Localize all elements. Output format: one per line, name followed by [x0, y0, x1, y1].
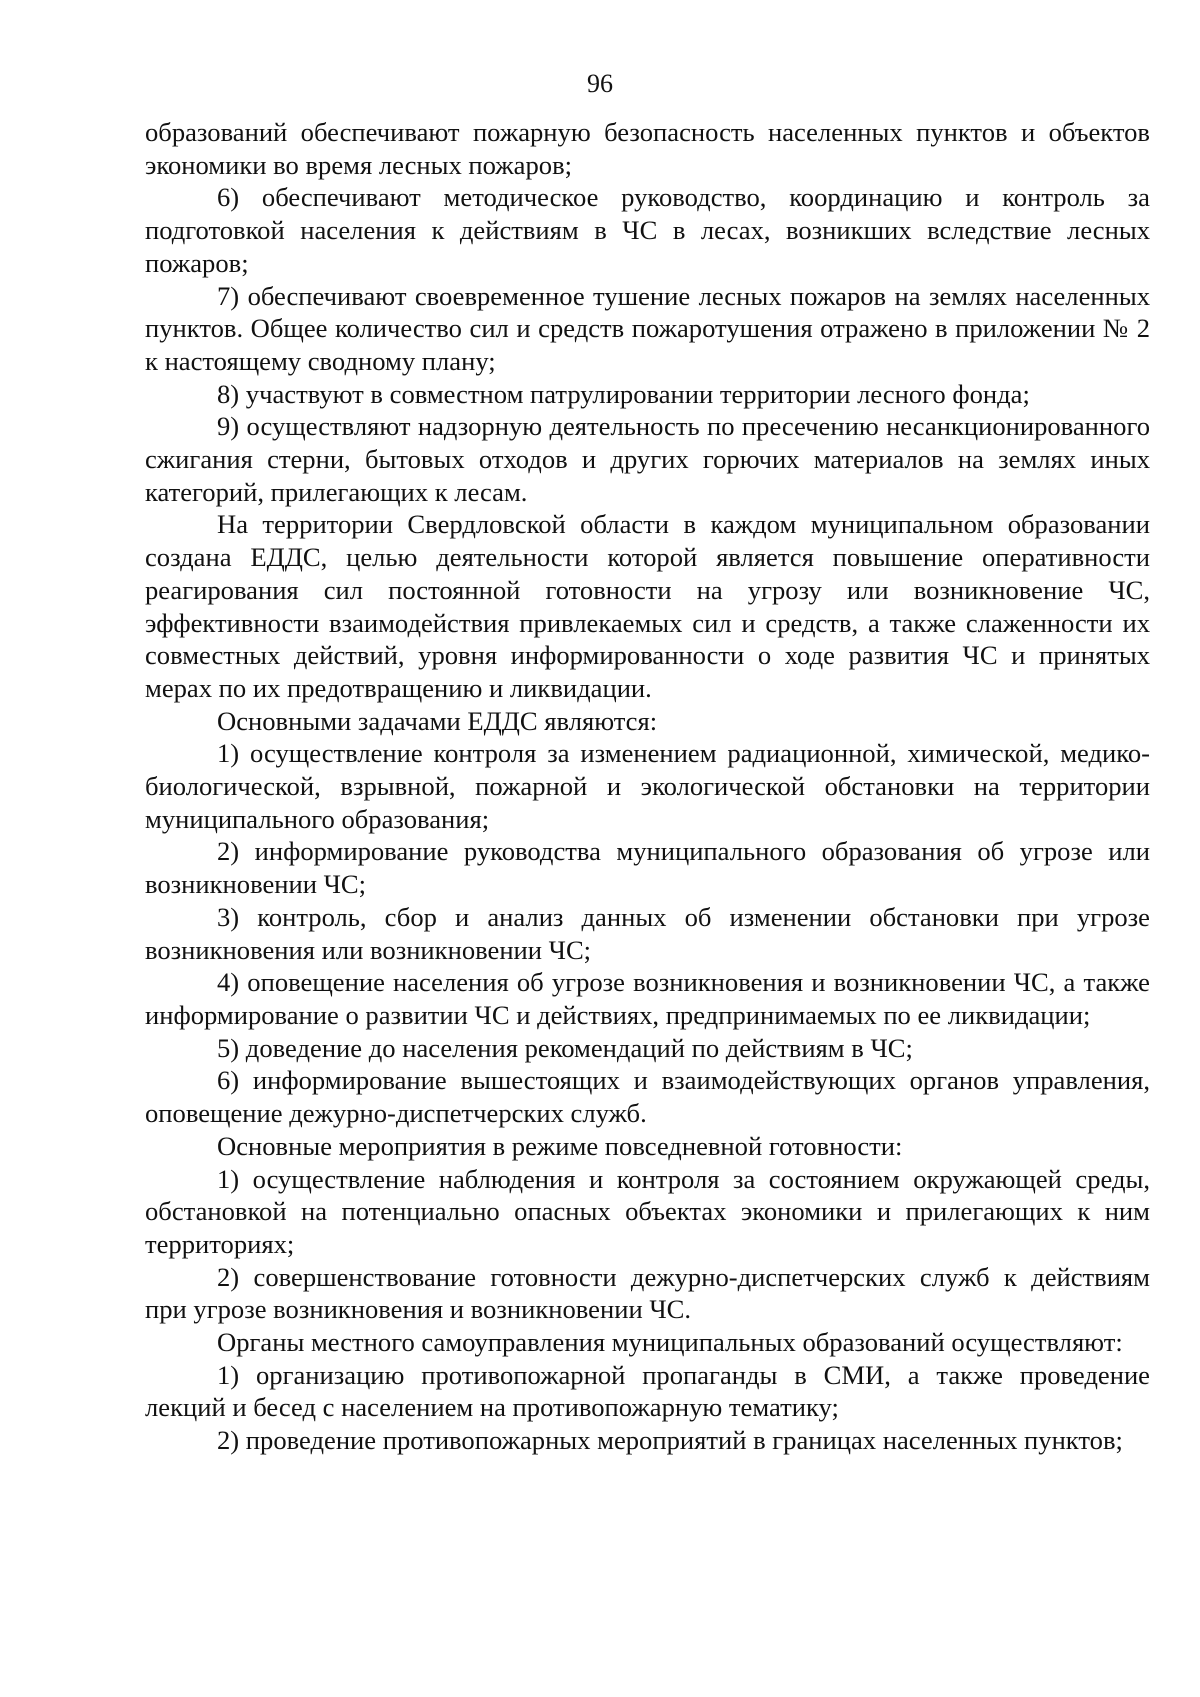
paragraph-edds-created: На территории Свердловской области в каждом муниципальном образовании создана ЕДДС, целью деятельности которой является повышение оперативности реагирования сил постоянной готовности на угрозу или возникновение ЧС, эффективности взаимодействия привлекаемых сил и средств, а также слаженности их совместных действий, уровня информированности о ходе развития ЧС и принятых мерах по их предотвращению и ликвидации.	[145, 509, 1150, 703]
list-item-9-supervision: 9) осуществляют надзорную деятельность по пресечению несанкционированного сжигания стерни, бытовых отходов и других горючих материалов на землях иных категорий, прилегающих к лесам.	[145, 411, 1150, 507]
local-government-item-1: 1) организацию противопожарной пропаганды в СМИ, а также проведение лекций и бесед с населением на противопожарную тематику;	[145, 1359, 1150, 1423]
page-number: 96	[587, 69, 613, 98]
paragraph-edds-tasks-heading: Основными задачами ЕДДС являются:	[217, 705, 658, 736]
local-government-item-2: 2) проведение противопожарных мероприятий в границах населенных пунктов;	[217, 1425, 1123, 1456]
edds-task-3: 3) контроль, сбор и анализ данных об изменении обстановки при угрозе возникновения или возникновении ЧС;	[145, 901, 1150, 965]
document-body	[145, 116, 1150, 1457]
paragraph-daily-readiness-heading: Основные мероприятия в режиме повседневной готовности:	[217, 1130, 903, 1161]
edds-task-5: 5) доведение до населения рекомендаций по действиям в ЧС;	[217, 1032, 913, 1063]
daily-readiness-item-1: 1) осуществление наблюдения и контроля за состоянием окружающей среды, обстановкой на потенциально опасных объектах экономики и прилегающих к ним территориях;	[145, 1163, 1150, 1259]
daily-readiness-item-2: 2) совершенствование готовности дежурно-диспетчерских служб к действиям при угрозе возникновения и возникновении ЧС.	[145, 1261, 1150, 1325]
edds-task-4: 4) оповещение населения об угрозе возникновения и возникновении ЧС, а также информирование о развитии ЧС и действиях, предпринимаемых по ее ликвидации;	[145, 967, 1150, 1030]
edds-task-1: 1) осуществление контроля за изменением радиационной, химической, медико-биологической, взрывной, пожарной и экологической обстановки на территории муниципального образования;	[145, 738, 1150, 834]
list-item-7-fire-extinguishing: 7) обеспечивают своевременное тушение лесных пожаров на землях населенных пунктов. Общее количество сил и средств пожаротушения отражено в приложении № 2 к настоящему сводному плану;	[145, 280, 1150, 376]
edds-task-6: 6) информирование вышестоящих и взаимодействующих органов управления, оповещение дежурно-диспетчерских служб.	[145, 1065, 1150, 1129]
list-item-8-patrolling: 8) участвуют в совместном патрулировании территории лесного фонда;	[217, 378, 1030, 409]
list-item-6-fire-training: 6) обеспечивают методическое руководство, координацию и контроль за подготовкой населения к действиям в ЧС в лесах, возникших вследствие лесных пожаров;	[145, 182, 1150, 278]
edds-task-2: 2) информирование руководства муниципального образования об угрозе или возникновении ЧС;	[145, 836, 1150, 900]
paragraph-continuation: образований обеспечивают пожарную безопасность населенных пунктов и объектов экономики во время лесных пожаров;	[145, 117, 1150, 180]
paragraph-local-government-heading: Органы местного самоуправления муниципальных образований осуществляют:	[217, 1327, 1123, 1358]
